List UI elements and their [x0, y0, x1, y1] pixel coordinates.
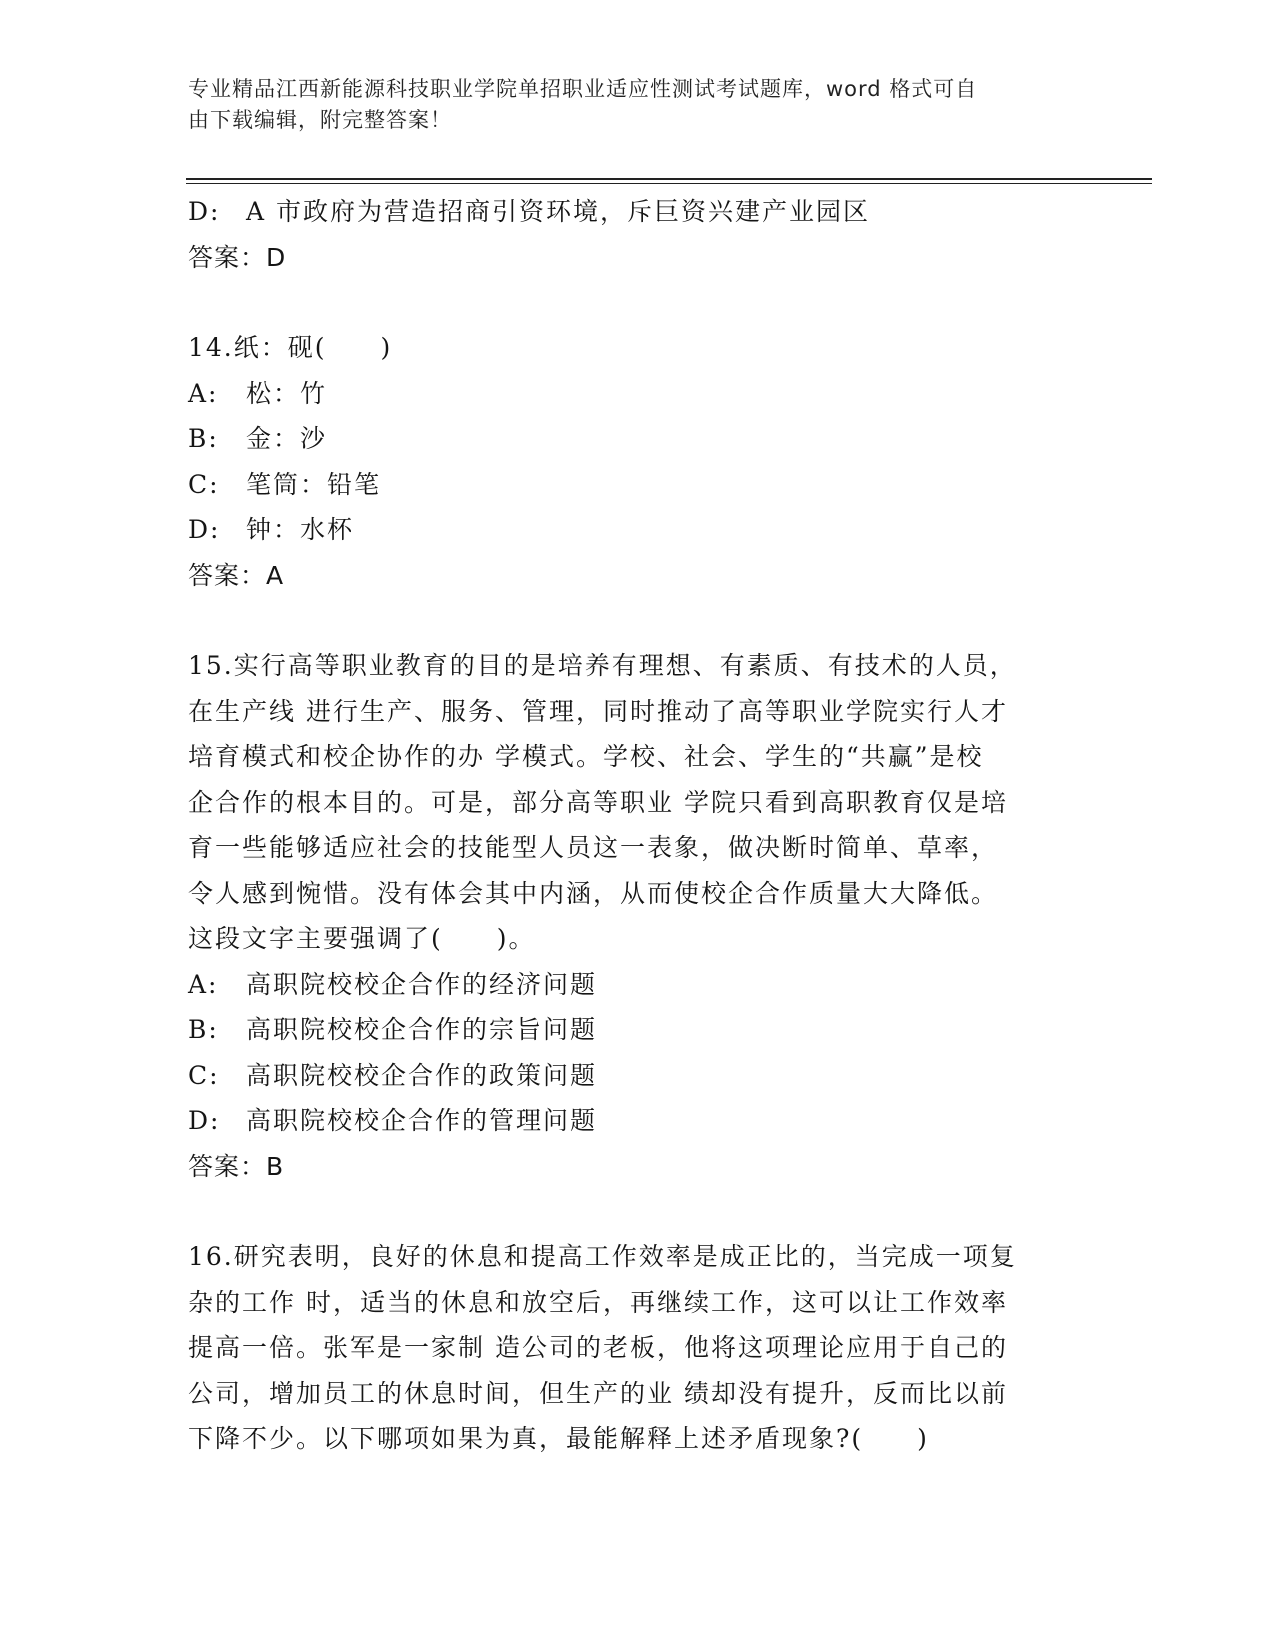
q14-stem: 14.纸：砚( ) — [188, 333, 393, 362]
q13-option-d — [188, 189, 1088, 235]
option-text: A 市政府为营造招商引资环境，斥巨资兴建产业园区 — [246, 197, 871, 226]
option-text: 高职院校校企合作的宗旨问题 — [246, 1015, 598, 1044]
q15-stem-line: 企合作的根本目的。可是，部分高等职业 学院只看到高职教育仅是培 — [188, 787, 1008, 817]
q15-answer: 答案：B — [188, 1151, 285, 1181]
spacer — [188, 1189, 1088, 1234]
q13-answer: 答案：D — [188, 242, 287, 272]
q15-option-c — [188, 1053, 1088, 1099]
header-rule-thin — [186, 183, 1152, 184]
q14-option-d — [188, 507, 1088, 553]
header-line-2: 由下载编辑，附完整答案！ — [188, 108, 452, 132]
option-text: 高职院校校企合作的管理问题 — [246, 1106, 598, 1135]
spacer — [188, 280, 1088, 325]
q15-stem-line: 15.实行高等职业教育的目的是培养有理想、有素质、有技术的人员， — [188, 651, 1017, 680]
option-key: D: — [188, 197, 221, 226]
q15-option-d — [188, 1098, 1088, 1144]
q16-stem-line: 公司，增加员工的休息时间，但生产的业 绩却没有提升，反而比以前 — [188, 1378, 1008, 1408]
q15-option-b — [188, 1007, 1088, 1053]
option-text: 金：沙 — [246, 424, 328, 453]
option-key: C: — [188, 469, 220, 499]
header-line-1: 专业精品江西新能源科技职业学院单招职业适应性测试考试题库，word 格式可自 — [188, 77, 978, 101]
question-content — [188, 189, 1088, 1462]
option-text: 高职院校校企合作的经济问题 — [246, 969, 598, 999]
q15-stem-line: 培育模式和校企协作的办 学模式。学校、社会、学生的“共赢”是校 — [188, 742, 984, 771]
q14-option-a — [188, 371, 1088, 417]
q16-stem-line: 杂的工作 时，适当的休息和放空后，再继续工作，这可以让工作效率 — [188, 1287, 1008, 1317]
q15-stem-line: 育一些能够适应社会的技能型人员这一表象，做决断时简单、草率， — [188, 833, 999, 862]
q16-stem-line: 提高一倍。张军是一家制 造公司的老板，他将这项理论应用于自己的 — [188, 1333, 1008, 1362]
option-text: 松：竹 — [246, 378, 328, 408]
page-header — [188, 74, 1068, 136]
q15-stem-line: 令人感到惋惜。没有体会其中内涵，从而使校企合作质量大大降低。 — [188, 878, 999, 908]
option-key: C: — [188, 1060, 220, 1090]
option-key: A: — [188, 969, 219, 999]
option-key: D: — [188, 515, 221, 544]
header-rule-thick — [186, 178, 1152, 180]
q14-option-c — [188, 462, 1088, 508]
q14-option-b — [188, 416, 1088, 462]
option-key: A: — [188, 378, 219, 408]
q15-option-a — [188, 962, 1088, 1008]
q15-stem-line: 在生产线 进行生产、服务、管理，同时推动了高等职业学院实行人才 — [188, 696, 1008, 726]
option-key: B: — [188, 424, 219, 453]
option-text: 钟：水杯 — [246, 515, 355, 544]
q16-stem-line: 下降不少。以下哪项如果为真，最能解释上述矛盾现象?( ) — [188, 1424, 929, 1453]
q14-answer: 答案：A — [188, 560, 285, 590]
option-key: B: — [188, 1015, 219, 1044]
spacer — [188, 598, 1088, 643]
option-text: 高职院校校企合作的政策问题 — [246, 1060, 598, 1090]
option-key: D: — [188, 1106, 221, 1135]
q16-stem-line: 16.研究表明，良好的休息和提高工作效率是成正比的，当完成一项复 — [188, 1242, 1017, 1271]
q15-stem-line: 这段文字主要强调了( )。 — [188, 924, 536, 953]
option-text: 笔筒：铅笔 — [246, 469, 382, 499]
